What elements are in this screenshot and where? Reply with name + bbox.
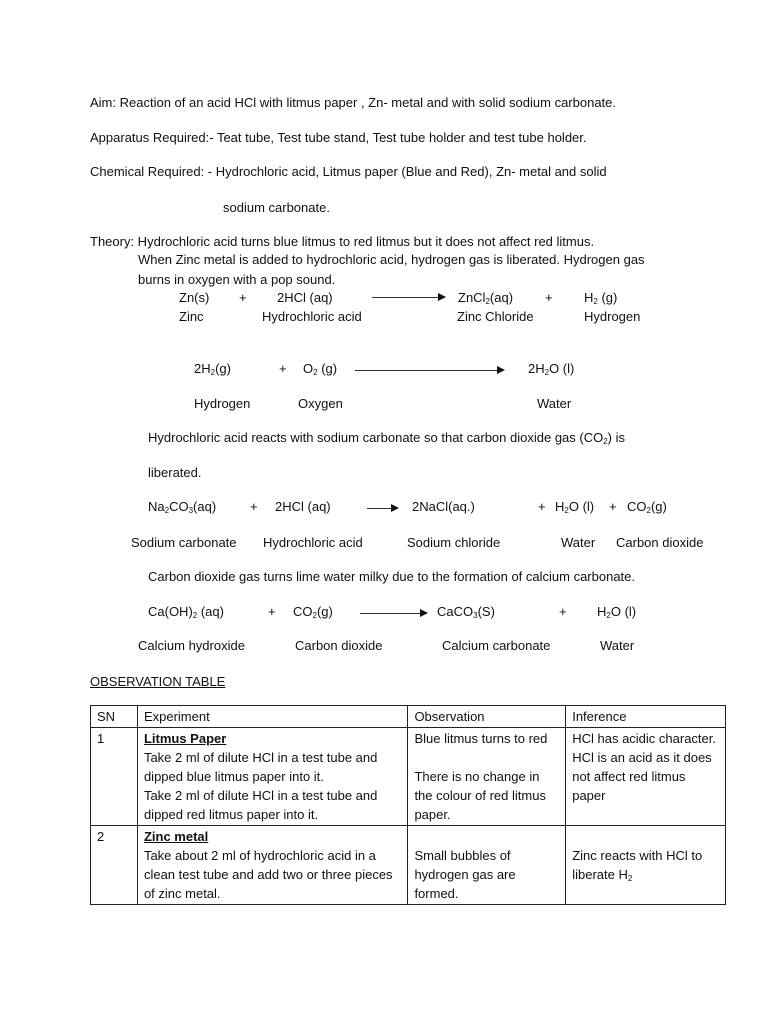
chemicals-text-cont: sodium carbonate.	[223, 200, 330, 215]
observation-table-title: OBSERVATION TABLE	[90, 674, 226, 689]
row1-exp-b: Take 2 ml of dilute HCl in a test tube and dipped red litmus paper into it.	[143, 788, 378, 822]
co2-paragraph-line-2: liberated.	[148, 465, 202, 480]
eq1-name-1: Zinc	[179, 309, 204, 324]
theory-line-1: Theory: Hydrochloric acid turns blue litmus to red litmus but it does not affect red litmus.	[90, 234, 595, 249]
eq4-name-3: Calcium carbonate	[442, 638, 551, 653]
aim-text: Aim: Reaction of an acid HCl with litmus paper , Zn- metal and with solid sodium carbonate.	[90, 95, 617, 110]
eq1-product-1: ZnCl$_2$(aq)	[458, 290, 514, 306]
eq4-plus: +	[268, 604, 276, 619]
eq1-name-4: Hydrogen	[584, 309, 641, 324]
eq1-name-2: Hydrochloric acid	[262, 309, 362, 324]
eq4-name-4: Water	[600, 638, 635, 653]
eq3-reactant-2: 2HCl (aq)	[275, 499, 331, 514]
header-observation: Observation	[408, 706, 566, 728]
header-inference: Inference	[566, 706, 726, 728]
eq3-arrow-icon	[367, 504, 399, 514]
row2-inference	[566, 826, 726, 905]
eq1-plus-2: +	[545, 290, 553, 305]
row1-obs-b: There is no change in the colour of red litmus paper.	[414, 769, 546, 822]
theory-line-3: burns in oxygen with a pop sound.	[138, 272, 336, 287]
eq3-plus-3: +	[609, 499, 617, 514]
row2-exp: Take about 2 ml of hydrochloric acid in a clean test tube and add two or three pieces of zinc metal.	[143, 848, 393, 901]
eq3-name-3: Sodium chloride	[407, 535, 501, 550]
eq2-name-2: Oxygen	[298, 396, 343, 411]
eq2-arrow-icon	[355, 366, 505, 376]
row1-exp-a: Take 2 ml of dilute HCl in a test tube and dipped blue litmus paper into it.	[143, 750, 378, 784]
table-row	[91, 728, 726, 826]
row2-sn: 2	[91, 826, 138, 905]
row2-title: Zinc metal	[143, 829, 209, 844]
row2-inf: Zinc reacts with HCl to liberate $H_2$	[572, 848, 703, 883]
eq1-plus: +	[239, 290, 247, 305]
eq1-name-3: Zinc Chloride	[457, 309, 534, 324]
co2-paragraph-line-1: Hydrochloric acid reacts with sodium carbonate so that carbon dioxide gas $(CO_2)$ is	[148, 430, 626, 446]
row1-inf-a: HCl has acidic character.	[572, 731, 716, 746]
eq4-name-2: Carbon dioxide	[295, 638, 383, 653]
observation-table	[90, 705, 726, 905]
theory-line-2: When Zinc metal is added to hydrochloric acid, hydrogen gas is liberated. Hydrogen gas	[138, 252, 645, 267]
row1-sn: 1	[91, 728, 138, 826]
eq3-product-2: $H_2O$ (l)	[555, 499, 595, 515]
row2-obs: Small bubbles of hydrogen gas are formed.	[414, 848, 516, 901]
eq1-reactant-2: 2HCl (aq)	[277, 290, 333, 305]
eq2-product: $2H_2O$ (l)	[528, 361, 575, 377]
eq1-reactant-1: Zn(s)	[179, 290, 210, 305]
row2-experiment	[137, 826, 407, 905]
row2-observation	[408, 826, 566, 905]
eq3-name-2: Hydrochloric acid	[263, 535, 363, 550]
eq3-reactant-1: $Na_2CO_3(aq)$	[148, 499, 217, 515]
row1-inf-b: HCl is an acid as it does not affect red litmus paper	[572, 750, 712, 803]
eq3-name-4: Water	[561, 535, 596, 550]
eq4-reactant-2: $CO_2(g)$	[293, 604, 333, 620]
eq4-name-1: Calcium hydroxide	[138, 638, 245, 653]
row1-inference	[566, 728, 726, 826]
chemicals-text: Chemical Required: - Hydrochloric acid, Litmus paper (Blue and Red), Zn- metal and solid	[90, 164, 607, 179]
row1-obs-a: Blue litmus turns to red	[414, 731, 548, 746]
table-header-row	[91, 706, 726, 728]
eq4-product-1: CaCO$_3$(S)	[437, 604, 495, 620]
row1-experiment	[137, 728, 407, 826]
eq4-reactant-1: $Ca(OH)_2$ (aq)	[148, 604, 224, 620]
row1-observation	[408, 728, 566, 826]
row1-title: Litmus Paper	[143, 731, 227, 746]
eq2-reactant-2: $O_2$ (g)	[303, 361, 338, 377]
eq2-plus: +	[279, 361, 287, 376]
eq3-plus-2: +	[538, 499, 546, 514]
eq3-name-5: Carbon dioxide	[616, 535, 704, 550]
eq1-arrow-icon	[372, 293, 446, 303]
eq3-product-3: $CO_2(g)$	[627, 499, 667, 515]
eq2-name-3: Water	[537, 396, 572, 411]
eq3-plus: +	[250, 499, 258, 514]
eq4-arrow-icon	[360, 609, 428, 619]
header-experiment: Experiment	[137, 706, 407, 728]
eq1-product-2: $H_2$ (g)	[584, 290, 618, 306]
eq2-name-1: Hydrogen	[194, 396, 251, 411]
eq3-name-1: Sodium carbonate	[131, 535, 237, 550]
eq3-product-1: 2NaCl(aq.)	[412, 499, 475, 514]
lime-water-paragraph: Carbon dioxide gas turns lime water milky due to the formation of calcium carbonate.	[148, 569, 636, 584]
eq4-plus-2: +	[559, 604, 567, 619]
apparatus-text: Apparatus Required:- Teat tube, Test tube stand, Test tube holder and test tube holder.	[90, 130, 587, 145]
eq4-product-2: $H_2O$ (l)	[597, 604, 637, 620]
header-sn: SN	[91, 706, 138, 728]
eq2-reactant-1: $2H_2(g)$	[194, 361, 231, 377]
table-row	[91, 826, 726, 905]
